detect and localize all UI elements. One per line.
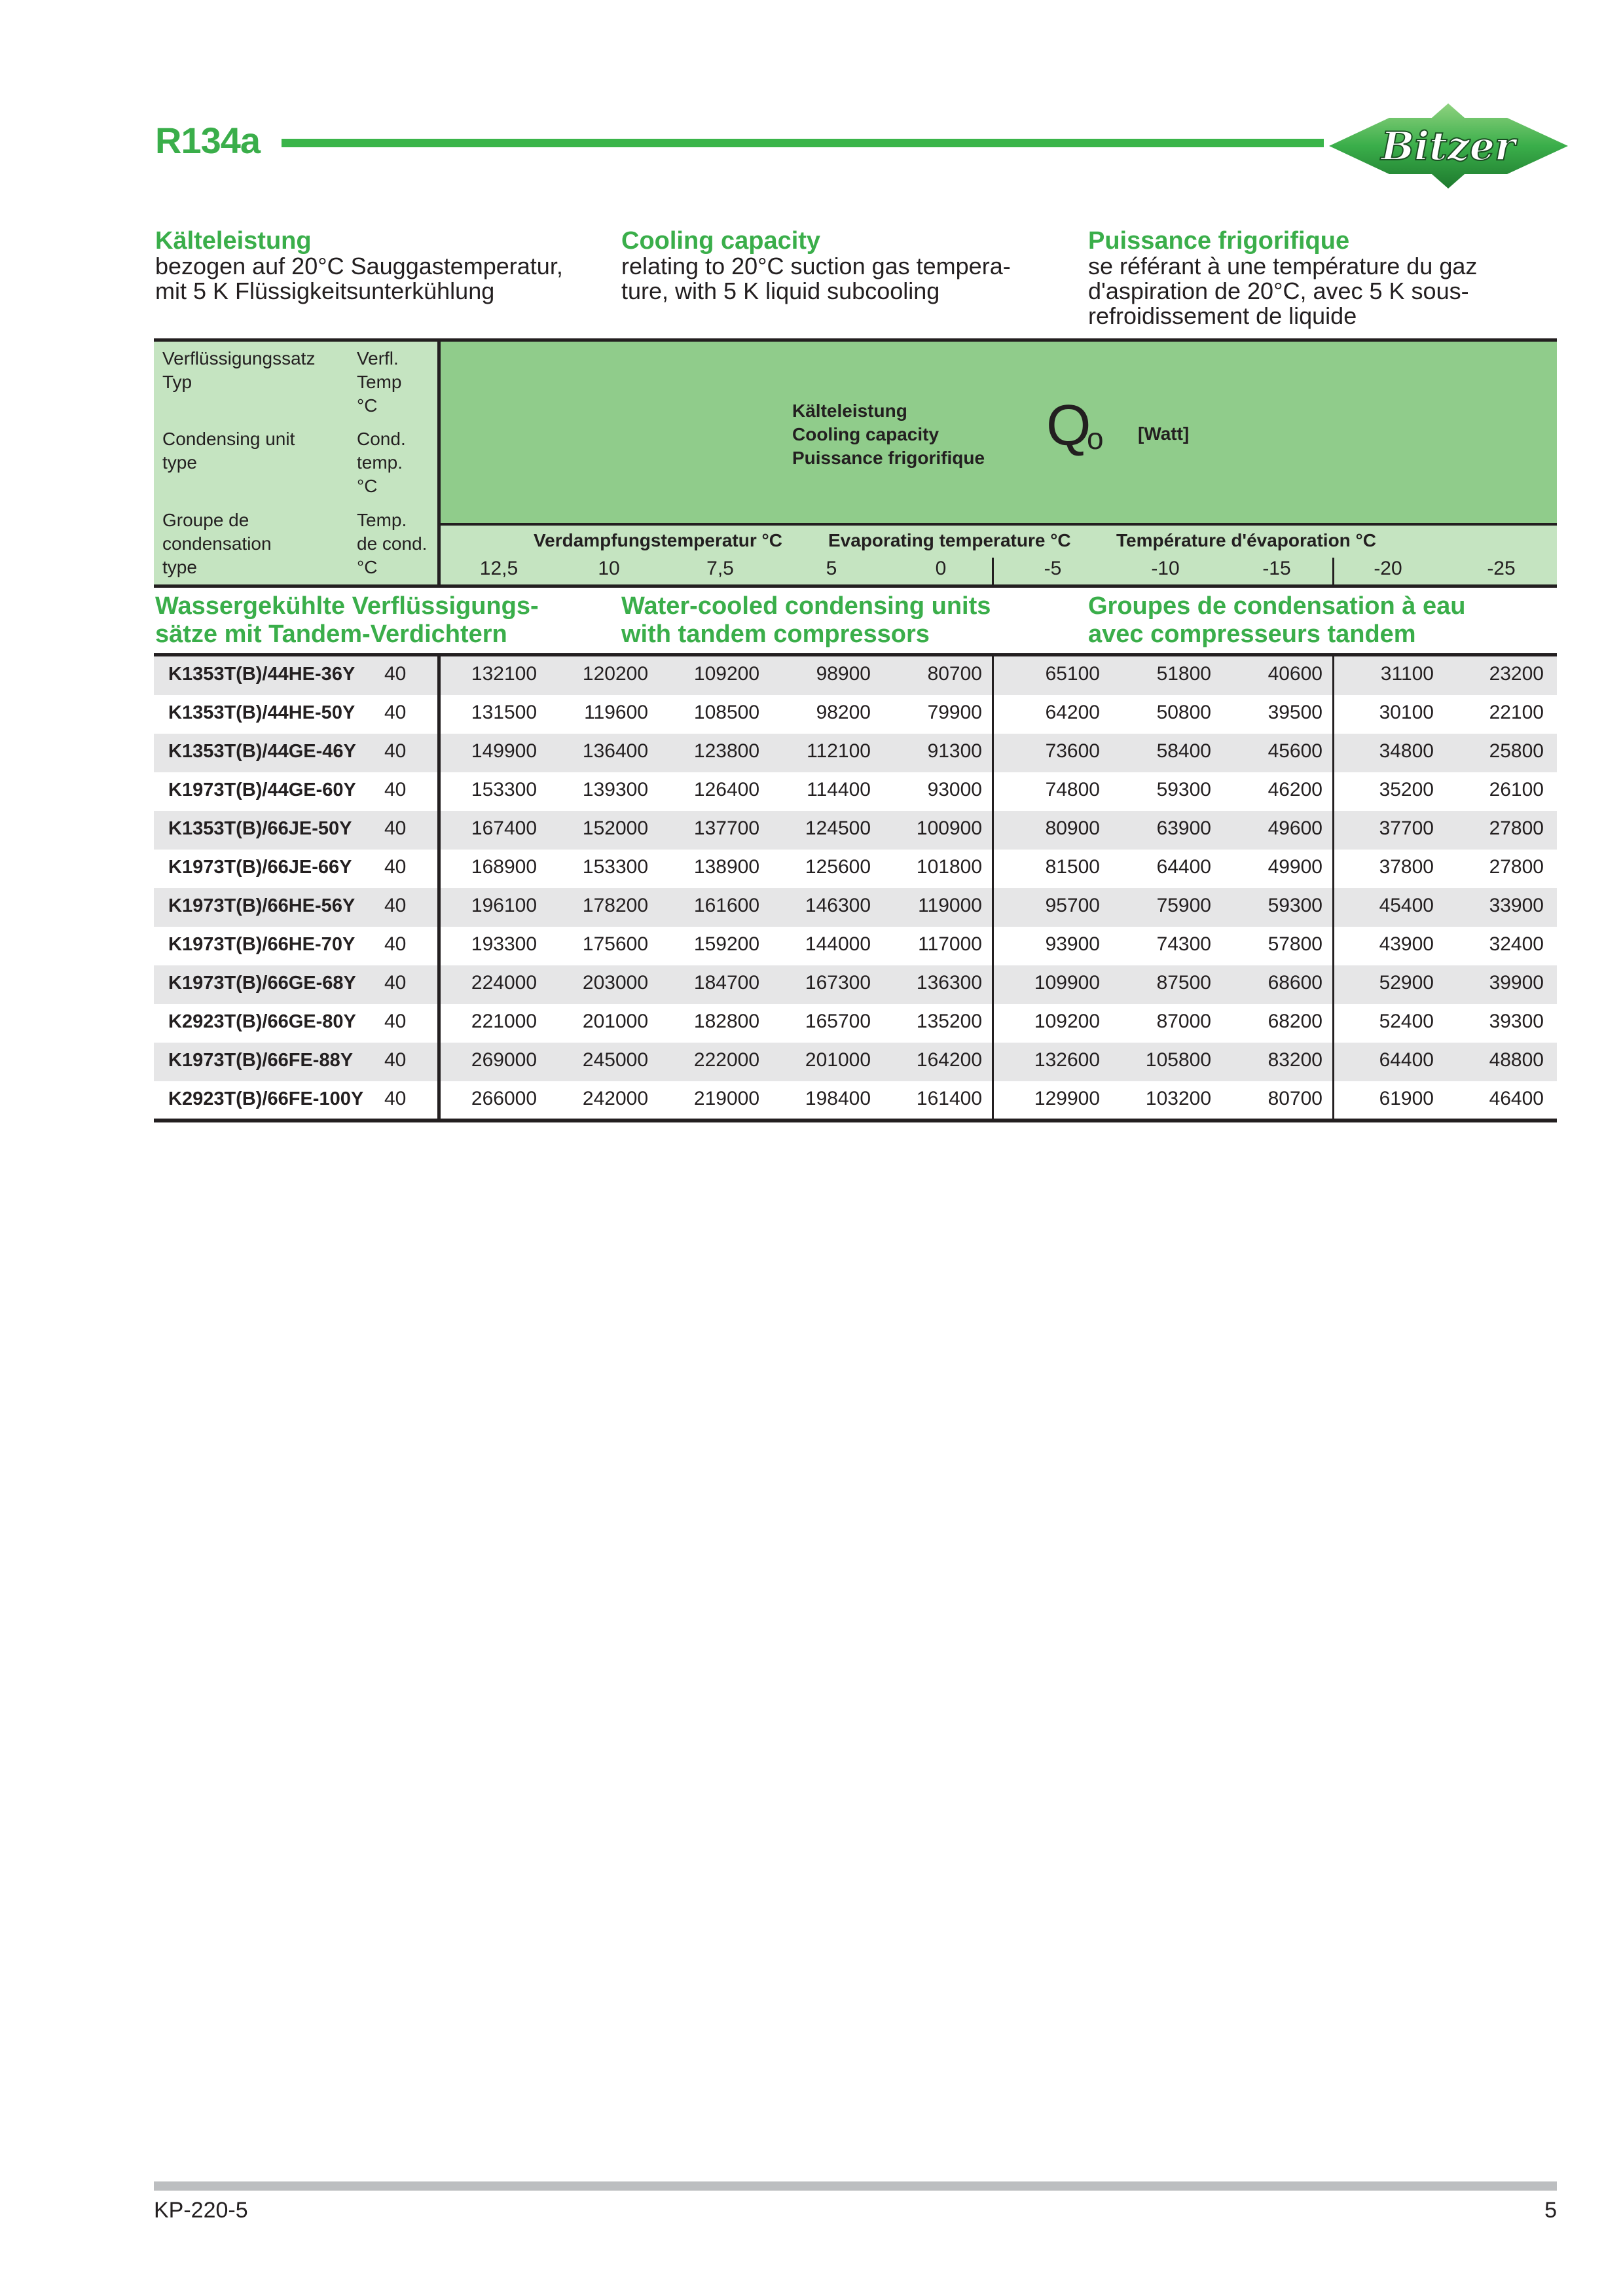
- capacity-cell: 129900: [1034, 1088, 1100, 1109]
- capacity-cell: 108500: [693, 702, 759, 723]
- capacity-cell: 74800: [1045, 779, 1100, 800]
- evap-temp-label-fr: Température d'évaporation °C: [1116, 530, 1376, 550]
- capacity-cell: 168900: [471, 856, 537, 878]
- capacity-cell: 93900: [1045, 933, 1100, 955]
- capacity-cell: 203000: [582, 972, 648, 994]
- evap-temp-tick: -15: [1262, 558, 1291, 579]
- capacity-cell: 87000: [1156, 1011, 1211, 1032]
- capacity-cell: 27800: [1489, 856, 1544, 878]
- capacity-cell: 30100: [1379, 702, 1434, 723]
- table-row: [154, 772, 1557, 811]
- page-number: 5: [1544, 2198, 1557, 2223]
- section-title-de: Wassergekühlte Verflüssigungs- sätze mit Tandem-Verdichtern: [155, 592, 539, 648]
- evap-temp-tick: -20: [1374, 558, 1402, 579]
- capacity-cell: 57800: [1267, 933, 1322, 955]
- capacity-cell: 117000: [918, 933, 982, 955]
- capacity-symbol: Q: [1046, 393, 1091, 457]
- header-capacity-panel: [441, 342, 1557, 523]
- capacity-cell: 167400: [471, 817, 537, 839]
- capacity-cell: 138900: [693, 856, 759, 878]
- capacity-cell: 144000: [805, 933, 871, 955]
- capacity-cell: 119600: [584, 702, 648, 723]
- capacity-cell: 68200: [1267, 1011, 1322, 1032]
- capacity-cell: 27800: [1489, 817, 1544, 839]
- table-row: [154, 965, 1557, 1004]
- col-header-type-fr: Groupe de condensation type: [162, 510, 272, 577]
- capacity-cell: 49900: [1267, 856, 1322, 878]
- capacity-cell: 91300: [927, 740, 982, 762]
- table-divider: [992, 656, 994, 1120]
- evap-temp-tick: 0: [935, 558, 947, 579]
- capacity-cell: 83200: [1267, 1049, 1322, 1071]
- evap-temp-tick: 7,5: [706, 558, 734, 579]
- capacity-cell: 39900: [1489, 972, 1544, 994]
- tick-divider: [992, 558, 994, 584]
- col-header-temp-en: Cond. temp. °C: [357, 429, 406, 496]
- capacity-cell: 132600: [1034, 1049, 1100, 1071]
- capacity-cell: 93000: [927, 779, 982, 800]
- capacity-cell: 87500: [1156, 972, 1211, 994]
- capacity-cell: 80900: [1045, 817, 1100, 839]
- model-cell: K2923T(B)/66FE-100Y: [168, 1088, 364, 1109]
- capacity-cell: 23200: [1489, 663, 1544, 685]
- intro-heading-de: Kälteleistung: [155, 227, 312, 255]
- footer-doc-id: KP-220-5: [154, 2198, 248, 2223]
- capacity-cell: 146300: [805, 895, 871, 916]
- table-divider: [1332, 656, 1334, 1120]
- capacity-cell: 101800: [916, 856, 982, 878]
- table-row: [154, 927, 1557, 965]
- tick-divider: [1332, 558, 1334, 584]
- capacity-cell: 65100: [1045, 663, 1100, 685]
- capacity-cell: 35200: [1379, 779, 1434, 800]
- cond-temp-cell: 40: [384, 1088, 407, 1109]
- table-row: [154, 888, 1557, 927]
- capacity-cell: 79900: [927, 702, 982, 723]
- capacity-cell: 95700: [1045, 895, 1100, 916]
- capacity-cell: 64200: [1045, 702, 1100, 723]
- col-header-type-de: Verflüssigungssatz Typ: [162, 348, 316, 392]
- capacity-unit: [Watt]: [1138, 423, 1190, 444]
- header-top-rule: [154, 338, 1557, 342]
- capacity-cell: 39300: [1489, 1011, 1544, 1032]
- bitzer-logo: [1329, 103, 1568, 188]
- capacity-cell: 161400: [916, 1088, 982, 1109]
- capacity-cell: 31100: [1380, 663, 1434, 685]
- capacity-cell: 114400: [807, 779, 871, 800]
- capacity-cell: 26100: [1489, 779, 1544, 800]
- model-cell: K1353T(B)/44HE-36Y: [168, 664, 356, 685]
- table-row: [154, 656, 1557, 695]
- capacity-cell: 152000: [582, 817, 648, 839]
- model-cell: K1353T(B)/44GE-46Y: [168, 741, 356, 762]
- capacity-cell: 109200: [1034, 1011, 1100, 1032]
- capacity-cell: 105800: [1145, 1049, 1211, 1071]
- page-title: R134a: [155, 120, 261, 161]
- capacity-cell: 219000: [693, 1088, 759, 1109]
- cond-temp-cell: 40: [384, 702, 407, 723]
- capacity-cell: 161600: [693, 895, 759, 916]
- cond-temp-cell: 40: [384, 1011, 407, 1032]
- intro-text-de: bezogen auf 20°C Sauggastemperatur, mit 5 K Flüssigkeitsunterkühlung: [155, 253, 563, 304]
- capacity-cell: 33900: [1489, 895, 1544, 916]
- capacity-cell: 34800: [1379, 740, 1434, 762]
- capacity-cell: 58400: [1156, 740, 1211, 762]
- capacity-cell: 135200: [916, 1011, 982, 1032]
- model-cell: K1973T(B)/66GE-68Y: [168, 973, 356, 994]
- capacity-cell: 52400: [1379, 1011, 1434, 1032]
- table-row: [154, 811, 1557, 850]
- evap-temp-tick: -10: [1151, 558, 1180, 579]
- cond-temp-cell: 40: [384, 972, 407, 994]
- capacity-cell: 175600: [582, 933, 648, 955]
- col-header-temp-fr: Temp. de cond. °C: [357, 510, 428, 577]
- capacity-cell: 167300: [805, 972, 871, 994]
- capacity-table: [154, 656, 1557, 1120]
- capacity-cell: 178200: [582, 895, 648, 916]
- capacity-cell: 63900: [1156, 817, 1211, 839]
- capacity-cell: 39500: [1267, 702, 1322, 723]
- capacity-cell: 52900: [1379, 972, 1434, 994]
- capacity-cell: 119000: [918, 895, 982, 916]
- header-bottom-rule: [154, 584, 1557, 588]
- capacity-cell: 73600: [1045, 740, 1100, 762]
- capacity-cell: 182800: [693, 1011, 759, 1032]
- capacity-cell: 224000: [471, 972, 537, 994]
- capacity-cell: 98900: [816, 663, 871, 685]
- capacity-cell: 45400: [1379, 895, 1434, 916]
- capacity-cell: 242000: [582, 1088, 648, 1109]
- capacity-cell: 59300: [1267, 895, 1322, 916]
- evap-temp-tick: -25: [1487, 558, 1516, 579]
- cond-temp-cell: 40: [384, 663, 407, 685]
- capacity-cell: 68600: [1267, 972, 1322, 994]
- capacity-cell: 74300: [1156, 933, 1211, 955]
- capacity-cell: 32400: [1489, 933, 1544, 955]
- capacity-cell: 49600: [1267, 817, 1322, 839]
- table-row: [154, 1081, 1557, 1120]
- col-header-type-en: Condensing unit type: [162, 429, 295, 473]
- capacity-cell: 245000: [582, 1049, 648, 1071]
- capacity-cell: 109200: [693, 663, 759, 685]
- capacity-cell: 64400: [1156, 856, 1211, 878]
- capacity-cell: 80700: [1267, 1088, 1322, 1109]
- intro-text-fr: se référant à une température du gaz d'aspiration de 20°C, avec 5 K sous- refroidissement de liquide: [1088, 253, 1478, 329]
- capacity-cell: 112100: [807, 740, 871, 762]
- capacity-cell: 46200: [1267, 779, 1322, 800]
- bitzer-logo-icon: [1329, 103, 1568, 188]
- capacity-cell: 22100: [1489, 702, 1544, 723]
- capacity-cell: 139300: [582, 779, 648, 800]
- capacity-cell: 100900: [916, 817, 982, 839]
- cond-temp-cell: 40: [384, 856, 407, 878]
- capacity-cell: 51800: [1156, 663, 1211, 685]
- table-bottom-rule: [154, 1119, 1557, 1122]
- table-row: [154, 1043, 1557, 1081]
- capacity-cell: 45600: [1267, 740, 1322, 762]
- capacity-cell: 196100: [471, 895, 537, 916]
- capacity-cell: 46400: [1489, 1088, 1544, 1109]
- intro-text-en: relating to 20°C suction gas tempera- ture, with 5 K liquid subcooling: [621, 253, 1011, 304]
- model-cell: K1353T(B)/66JE-50Y: [168, 818, 352, 839]
- table-row: [154, 695, 1557, 734]
- capacity-cell: 269000: [471, 1049, 537, 1071]
- capacity-label: Kälteleistung Cooling capacity Puissance frigorifique: [792, 401, 985, 468]
- capacity-cell: 75900: [1156, 895, 1211, 916]
- capacity-cell: 165700: [805, 1011, 871, 1032]
- capacity-cell: 136400: [582, 740, 648, 762]
- capacity-cell: 136300: [916, 972, 982, 994]
- evap-temp-tick: -5: [1044, 558, 1062, 579]
- capacity-cell: 48800: [1489, 1049, 1544, 1071]
- cond-temp-cell: 40: [384, 740, 407, 762]
- capacity-cell: 221000: [471, 1011, 537, 1032]
- model-cell: K1353T(B)/44HE-50Y: [168, 702, 356, 723]
- capacity-cell: 149900: [471, 740, 537, 762]
- capacity-cell: 184700: [693, 972, 759, 994]
- evap-temp-tick: 10: [598, 558, 620, 579]
- table-row: [154, 1004, 1557, 1043]
- evap-temp-tick: 5: [826, 558, 837, 579]
- table-row: [154, 850, 1557, 888]
- model-cell: K1973T(B)/66HE-70Y: [168, 934, 356, 955]
- capacity-symbol-subscript: o: [1087, 422, 1104, 456]
- intro-fr: [1088, 228, 1520, 329]
- capacity-cell: 266000: [471, 1088, 537, 1109]
- capacity-cell: 159200: [693, 933, 759, 955]
- model-cell: K2923T(B)/66GE-80Y: [168, 1011, 356, 1032]
- intro-heading-en: Cooling capacity: [621, 227, 821, 255]
- cond-temp-cell: 40: [384, 895, 407, 916]
- col-header-temp-de: Verfl. Temp °C: [357, 348, 402, 416]
- capacity-cell: 222000: [693, 1049, 759, 1071]
- capacity-cell: 123800: [693, 740, 759, 762]
- intro-heading-fr: Puissance frigorifique: [1088, 227, 1350, 255]
- title-rule: [282, 139, 1324, 147]
- table-row: [154, 734, 1557, 772]
- capacity-cell: 198400: [805, 1088, 871, 1109]
- capacity-cell: 120200: [582, 663, 648, 685]
- cond-temp-cell: 40: [384, 933, 407, 955]
- capacity-cell: 126400: [693, 779, 759, 800]
- capacity-cell: 109900: [1034, 972, 1100, 994]
- section-title-fr: Groupes de condensation à eau avec compresseurs tandem: [1088, 592, 1466, 648]
- capacity-cell: 193300: [471, 933, 537, 955]
- header-mid-rule: [441, 523, 1557, 526]
- model-cell: K1973T(B)/66FE-88Y: [168, 1050, 354, 1071]
- section-title-en: Water-cooled condensing units with tandem compressors: [621, 592, 991, 648]
- cond-temp-cell: 40: [384, 817, 407, 839]
- capacity-cell: 153300: [471, 779, 537, 800]
- table-divider: [437, 656, 441, 1120]
- capacity-cell: 137700: [693, 817, 759, 839]
- cond-temp-cell: 40: [384, 1049, 407, 1071]
- capacity-cell: 64400: [1379, 1049, 1434, 1071]
- capacity-cell: 81500: [1045, 856, 1100, 878]
- capacity-cell: 132100: [471, 663, 537, 685]
- capacity-cell: 37800: [1379, 856, 1434, 878]
- capacity-cell: 125600: [805, 856, 871, 878]
- capacity-cell: 201000: [805, 1049, 871, 1071]
- capacity-cell: 201000: [582, 1011, 648, 1032]
- capacity-cell: 98200: [816, 702, 871, 723]
- capacity-cell: 131500: [471, 702, 537, 723]
- evap-temp-label-de: Verdampfungstemperatur °C: [534, 530, 782, 550]
- cond-temp-cell: 40: [384, 779, 407, 800]
- intro-de: [155, 228, 587, 304]
- model-cell: K1973T(B)/66JE-66Y: [168, 857, 352, 878]
- header-divider: [437, 342, 441, 584]
- footer-rule: [154, 2181, 1557, 2191]
- capacity-cell: 59300: [1156, 779, 1211, 800]
- capacity-cell: 124500: [805, 817, 871, 839]
- capacity-cell: 80700: [927, 663, 982, 685]
- model-cell: K1973T(B)/66HE-56Y: [168, 895, 356, 916]
- capacity-cell: 43900: [1379, 933, 1434, 955]
- capacity-cell: 103200: [1145, 1088, 1211, 1109]
- table-top-rule: [154, 653, 1557, 656]
- capacity-cell: 37700: [1379, 817, 1434, 839]
- capacity-cell: 164200: [916, 1049, 982, 1071]
- model-cell: K1973T(B)/44GE-60Y: [168, 780, 356, 800]
- capacity-cell: 153300: [582, 856, 648, 878]
- logo-wordmark: Bitzer: [1381, 124, 1516, 170]
- evap-temp-tick: 12,5: [479, 558, 519, 579]
- evap-temp-label-en: Evaporating temperature °C: [828, 530, 1071, 550]
- intro-en: [621, 228, 1053, 304]
- capacity-cell: 25800: [1489, 740, 1544, 762]
- capacity-cell: 40600: [1267, 663, 1322, 685]
- capacity-cell: 50800: [1156, 702, 1211, 723]
- capacity-cell: 61900: [1379, 1088, 1434, 1109]
